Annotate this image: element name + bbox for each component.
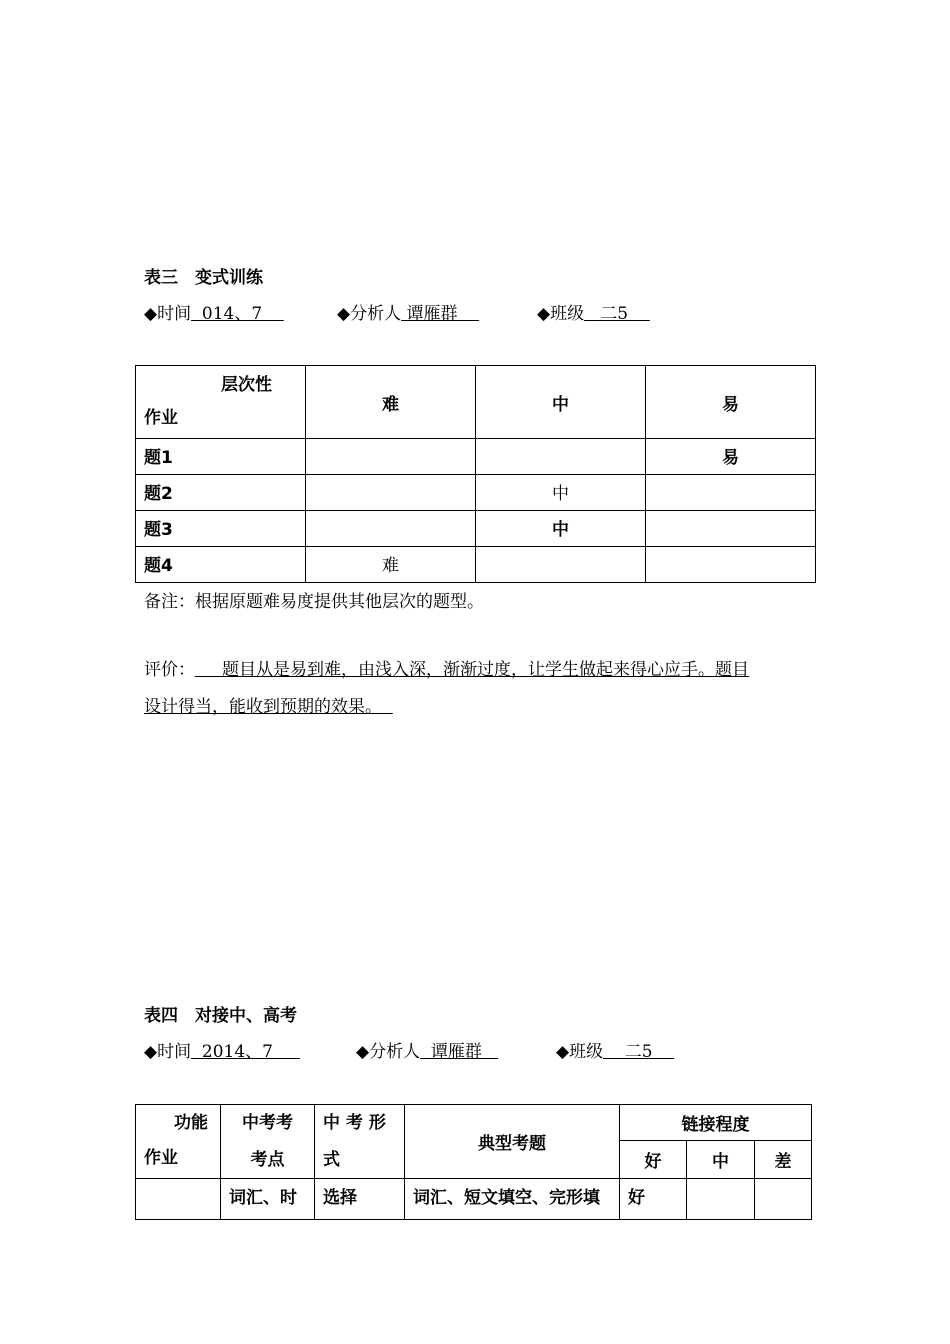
cell-point-text: 词汇、时: [229, 1188, 297, 1208]
class-label: ◆班级: [537, 304, 585, 324]
row-label-text: 题4: [144, 556, 173, 576]
table3-corner-cell: [136, 366, 306, 439]
table-row: [136, 511, 816, 547]
time-value: 2014、7: [191, 1042, 300, 1062]
col-header-easy: 易: [646, 366, 816, 439]
cell-easy: [646, 511, 816, 547]
table3-evaluation-line2: 设计得当，能收到预期的效果。: [144, 697, 393, 717]
table4-grid: [135, 1104, 812, 1220]
time-label: ◆时间: [144, 304, 192, 324]
evaluation-label: 评价：: [144, 660, 195, 680]
corner-top-label: 功能: [174, 1113, 208, 1133]
table3-meta-analyst: [337, 299, 479, 324]
table4-corner-cell: [136, 1105, 221, 1179]
cell-bad-text: [755, 1190, 763, 1194]
cell-medium-text: 中: [552, 520, 569, 540]
col-header-exam-form: [315, 1105, 405, 1179]
analyst-value: 谭雁群: [401, 304, 480, 324]
cell-easy: [646, 439, 816, 475]
cell-medium: [476, 439, 646, 475]
cell-form: [315, 1179, 405, 1220]
row-label-text: 题3: [144, 520, 173, 540]
cell-form-text: 选择: [323, 1188, 357, 1208]
evaluation-text-1: 题目从是易到难，由浅入深，渐渐过度，让学生做起来得心应手。题目: [195, 660, 750, 680]
col-header-medium: 中: [476, 366, 646, 439]
cell-good-text: 好: [628, 1188, 645, 1208]
analyst-label: ◆分析人: [337, 304, 402, 324]
col-header-exam-point: [221, 1105, 315, 1179]
cell-difficult-text: 难: [382, 556, 399, 576]
table3-evaluation-line1: [144, 655, 749, 680]
cell-homework-text: [136, 1190, 144, 1194]
table-row: [136, 439, 816, 475]
cell-good: [620, 1179, 687, 1220]
cell-medium-text: 中: [552, 484, 569, 504]
sub-header-bad: 差: [755, 1141, 812, 1179]
class-value: 二5: [584, 304, 650, 324]
cell-homework: [136, 1179, 221, 1220]
analyst-label: ◆分析人: [356, 1042, 421, 1062]
col-header-typical: 典型考题: [405, 1105, 620, 1179]
time-label: ◆时间: [144, 1042, 192, 1062]
table4-meta-time: [144, 1037, 300, 1062]
cell-mid: [687, 1179, 755, 1220]
row-label: [136, 547, 306, 583]
table3-meta-class: [537, 299, 650, 324]
row-label: [136, 475, 306, 511]
cell-difficult: [306, 475, 476, 511]
cell-easy-text: 易: [722, 448, 739, 468]
table4-title: 表四 对接中、高考: [144, 1006, 297, 1026]
table-row: [136, 1179, 812, 1220]
row-label-text: 题1: [144, 448, 173, 468]
exam-form-line1: 中 考 形: [323, 1113, 386, 1133]
time-value: 014、7: [191, 304, 284, 324]
exam-point-line1: 中考考: [242, 1113, 293, 1133]
table3-meta-time: [144, 299, 284, 324]
analyst-value: 谭雁群: [420, 1042, 499, 1062]
row-label: [136, 511, 306, 547]
cell-difficult: [306, 547, 476, 583]
row-label: [136, 439, 306, 475]
corner-bottom-label: 作业: [144, 1148, 178, 1168]
table4-header-row: [136, 1105, 812, 1141]
table3-grid: [135, 365, 816, 583]
table-row: [136, 475, 816, 511]
table4-meta-class: [556, 1037, 674, 1062]
col-header-link-level: 链接程度: [620, 1105, 812, 1141]
cell-typical: [405, 1179, 620, 1220]
cell-point: [221, 1179, 315, 1220]
cell-medium: [476, 547, 646, 583]
exam-point-line2: 考点: [250, 1150, 285, 1170]
cell-easy: [646, 547, 816, 583]
cell-typical-text: 词汇、短文填空、完形填: [413, 1188, 600, 1208]
cell-mid-text: [687, 1190, 695, 1194]
table4-meta-analyst: [356, 1037, 498, 1062]
table3-note: 备注：根据原题难易度提供其他层次的题型。: [144, 592, 484, 612]
sub-header-mid: 中: [687, 1141, 755, 1179]
row-label-text: 题2: [144, 484, 173, 504]
class-label: ◆班级: [556, 1042, 604, 1062]
cell-bad: [755, 1179, 812, 1220]
corner-top-label: 层次性: [221, 375, 272, 395]
cell-difficult: [306, 439, 476, 475]
table3-header-row: [136, 366, 816, 439]
class-value: 二5: [603, 1042, 675, 1062]
sub-header-good: 好: [620, 1141, 687, 1179]
cell-easy: [646, 475, 816, 511]
table-row: [136, 547, 816, 583]
col-header-difficult: 难: [306, 366, 476, 439]
exam-form-line2: 式: [323, 1150, 340, 1170]
cell-medium: [476, 475, 646, 511]
cell-medium: [476, 511, 646, 547]
corner-bottom-label: 作业: [144, 408, 178, 428]
table3-title: 表三 变式训练: [144, 268, 263, 288]
cell-difficult: [306, 511, 476, 547]
